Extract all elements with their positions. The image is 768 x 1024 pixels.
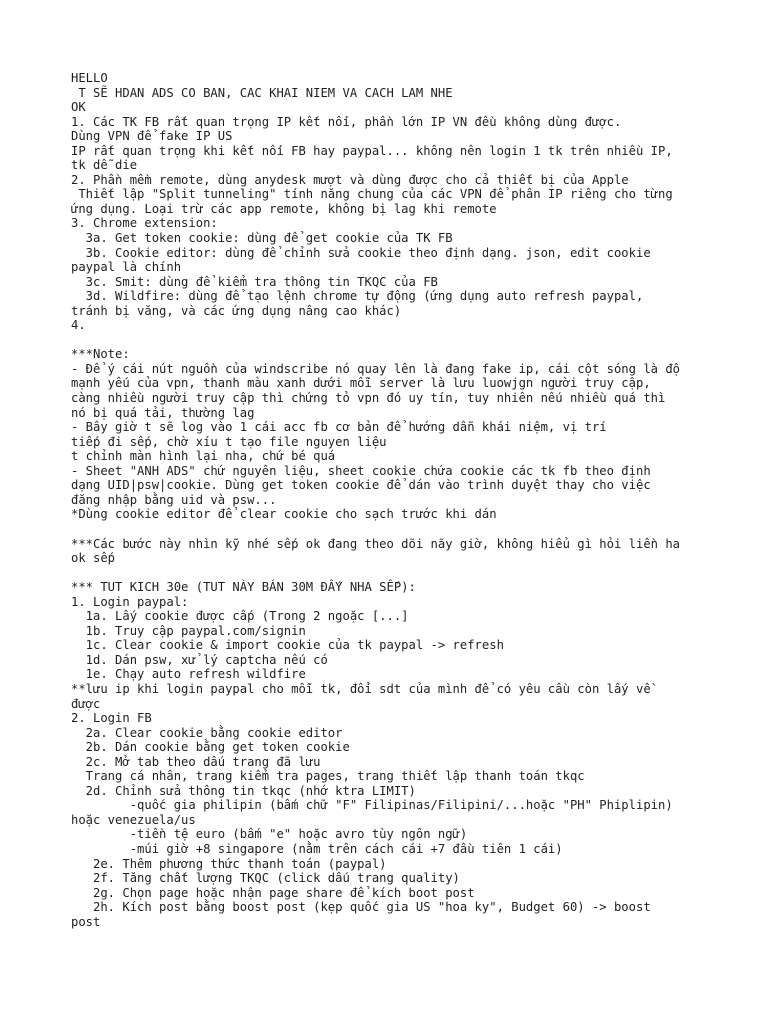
document-line: 3d. Wildfire: dùng để tạo lệnh chrome tự động (ứng dụng auto refresh paypal,	[71, 289, 644, 304]
document-line: 2b. Dán cookie bằng get token cookie	[71, 740, 350, 755]
document-line: 4.	[71, 318, 86, 333]
document-line: 2h. Kích post bằng boost post (kẹp quốc gia US "hoa ky", Budget 60) -> boost	[71, 900, 651, 915]
document-line: 2. Login FB	[71, 711, 152, 726]
document-line: 1c. Clear cookie & import cookie của tk paypal -> refresh	[71, 638, 504, 653]
document-line: 1b. Truy cập paypal.com/signin	[71, 623, 306, 638]
document-line: 3b. Cookie editor: dùng để chỉnh sửa cookie theo định dạng. json, edit cookie	[71, 245, 651, 260]
document-line: 2c. Mở tab theo dấu trang đã lưu	[71, 754, 321, 769]
document-line: tiếp đi sếp, chờ xíu t tạo file nguyen liệu	[71, 434, 387, 449]
document-line: dạng UID|psw|cookie. Dùng get token cookie để dán vào trình duyệt thay cho việc	[71, 478, 651, 493]
document-line: ***Các bước này nhìn kỹ nhé sếp ok đang theo dõi nãy giờ, không hiểu gì hỏi liền ha	[71, 536, 681, 551]
document-line: Thiết lập "Split tunneling" tính năng chung của các VPN để phân IP riêng cho từng	[71, 187, 673, 202]
document-line: HELLO	[71, 71, 108, 85]
document-line: 2g. Chọn page hoặc nhận page share để kích boot post	[71, 885, 475, 900]
document-line: Trang cá nhân, trang kiểm tra pages, trang thiết lập thanh toán tkqc	[71, 769, 585, 784]
document-line	[71, 333, 721, 348]
document-line: - Để ý cái nút nguồn của windscribe nó quay lên là đang fake ip, cái cột sóng là độ	[71, 361, 681, 376]
document-line: hoặc venezuela/us	[71, 812, 196, 827]
document-page	[71, 71, 721, 929]
document-line: 2f. Tăng chất lượng TKQC (click dấu trang quality)	[71, 871, 460, 886]
document-line: IP rất quan trọng khi kết nối FB hay paypal... không nên login 1 tk trên nhiều IP,	[71, 143, 673, 158]
document-line: -tiền tệ euro (bấm "e" hoặc avro tùy ngôn ngữ)	[71, 827, 468, 842]
document-line: ứng dụng. Loại trừ các app remote, không bị lag khi remote	[71, 201, 497, 216]
document-line: được	[71, 696, 101, 711]
document-line: - Sheet "ANH ADS" chứ nguyên liệu, sheet cookie chứa cookie các tk fb theo định	[71, 463, 651, 478]
document-line: 1d. Dán psw, xử lý captcha nếu có	[71, 652, 328, 667]
document-line: càng nhiều người truy cập thì chứng tỏ vpn đó uy tín, tuy nhiên nếu nhiều quá thì	[71, 391, 666, 406]
document-line: OK	[71, 100, 86, 115]
document-line: 3. Chrome extension:	[71, 216, 218, 231]
document-line: 1a. Lấy cookie được cấp (Trong 2 ngoặc [...]	[71, 609, 409, 624]
document-line: nó bị quá tải, thường lag	[71, 405, 255, 420]
document-line: paypal là chính	[71, 260, 182, 275]
document-line: post	[71, 914, 101, 929]
document-line: t chỉnh màn hình lại nha, chứ bé quá	[71, 449, 336, 464]
document-line: mạnh yếu của vpn, thanh màu xanh dưới mỗi server là lưu luowjgn người truy cập,	[71, 376, 651, 391]
document-line: 2d. Chỉnh sửa thông tin tkqc (nhớ ktra LIMIT)	[71, 783, 416, 798]
document-line: -quốc gia philipin (bấm chữ "F" Filipinas/Filipini/...hoặc "PH" Phiplipin)	[71, 798, 673, 813]
document-line: T SẼ HDAN ADS CO BAN, CAC KHAI NIEM VA CACH LAM NHE	[71, 85, 453, 100]
document-line: *** TUT KICH 30e (TUT NÀY BÁN 30M ĐẤY NHA SẾP):	[71, 580, 416, 595]
document-line: đăng nhập bằng uid và psw...	[71, 492, 277, 507]
document-line: ***Note:	[71, 347, 130, 362]
document-line	[71, 566, 721, 581]
document-line: 2e. Thêm phương thức thanh toán (paypal)	[71, 856, 387, 871]
document-line: 3a. Get token cookie: dùng để get cookie của TK FB	[71, 231, 453, 246]
document-line: 2a. Clear cookie bằng cookie editor	[71, 725, 343, 740]
document-line: tk dễ die	[71, 158, 138, 173]
document-line: - Bây giờ t sẽ log vào 1 cái acc fb cơ bản để hướng dẫn khái niệm, vị trí	[71, 420, 607, 435]
document-line: 1. Các TK FB rất quan trọng IP kết nối, phần lớn IP VN đều không dùng được.	[71, 114, 622, 129]
document-line: *Dùng cookie editor để clear cookie cho sạch trước khi dán	[71, 507, 497, 522]
document-line: tránh bị văng, và các ứng dụng nâng cao khác)	[71, 303, 402, 318]
document-line: ok sếp	[71, 551, 116, 566]
document-line: 3c. Smit: dùng để kiểm tra thông tin TKQC của FB	[71, 274, 438, 289]
document-line: Dùng VPN để fake IP US	[71, 129, 233, 144]
document-line: **lưu ip khi login paypal cho mỗi tk, đổi sdt của mình để có yêu cầu còn lấy về	[71, 681, 651, 696]
document-line: 2. Phần mềm remote, dùng anydesk mượt và dùng được cho cả thiết bị của Apple	[71, 172, 629, 187]
document-line: 1. Login paypal:	[71, 594, 189, 609]
document-line: -múi giờ +8 singapore (nằm trên cách cái +7 đầu tiên 1 cái)	[71, 841, 563, 856]
document-line: 1e. Chạy auto refresh wildfire	[71, 667, 306, 682]
document-line	[71, 522, 721, 537]
